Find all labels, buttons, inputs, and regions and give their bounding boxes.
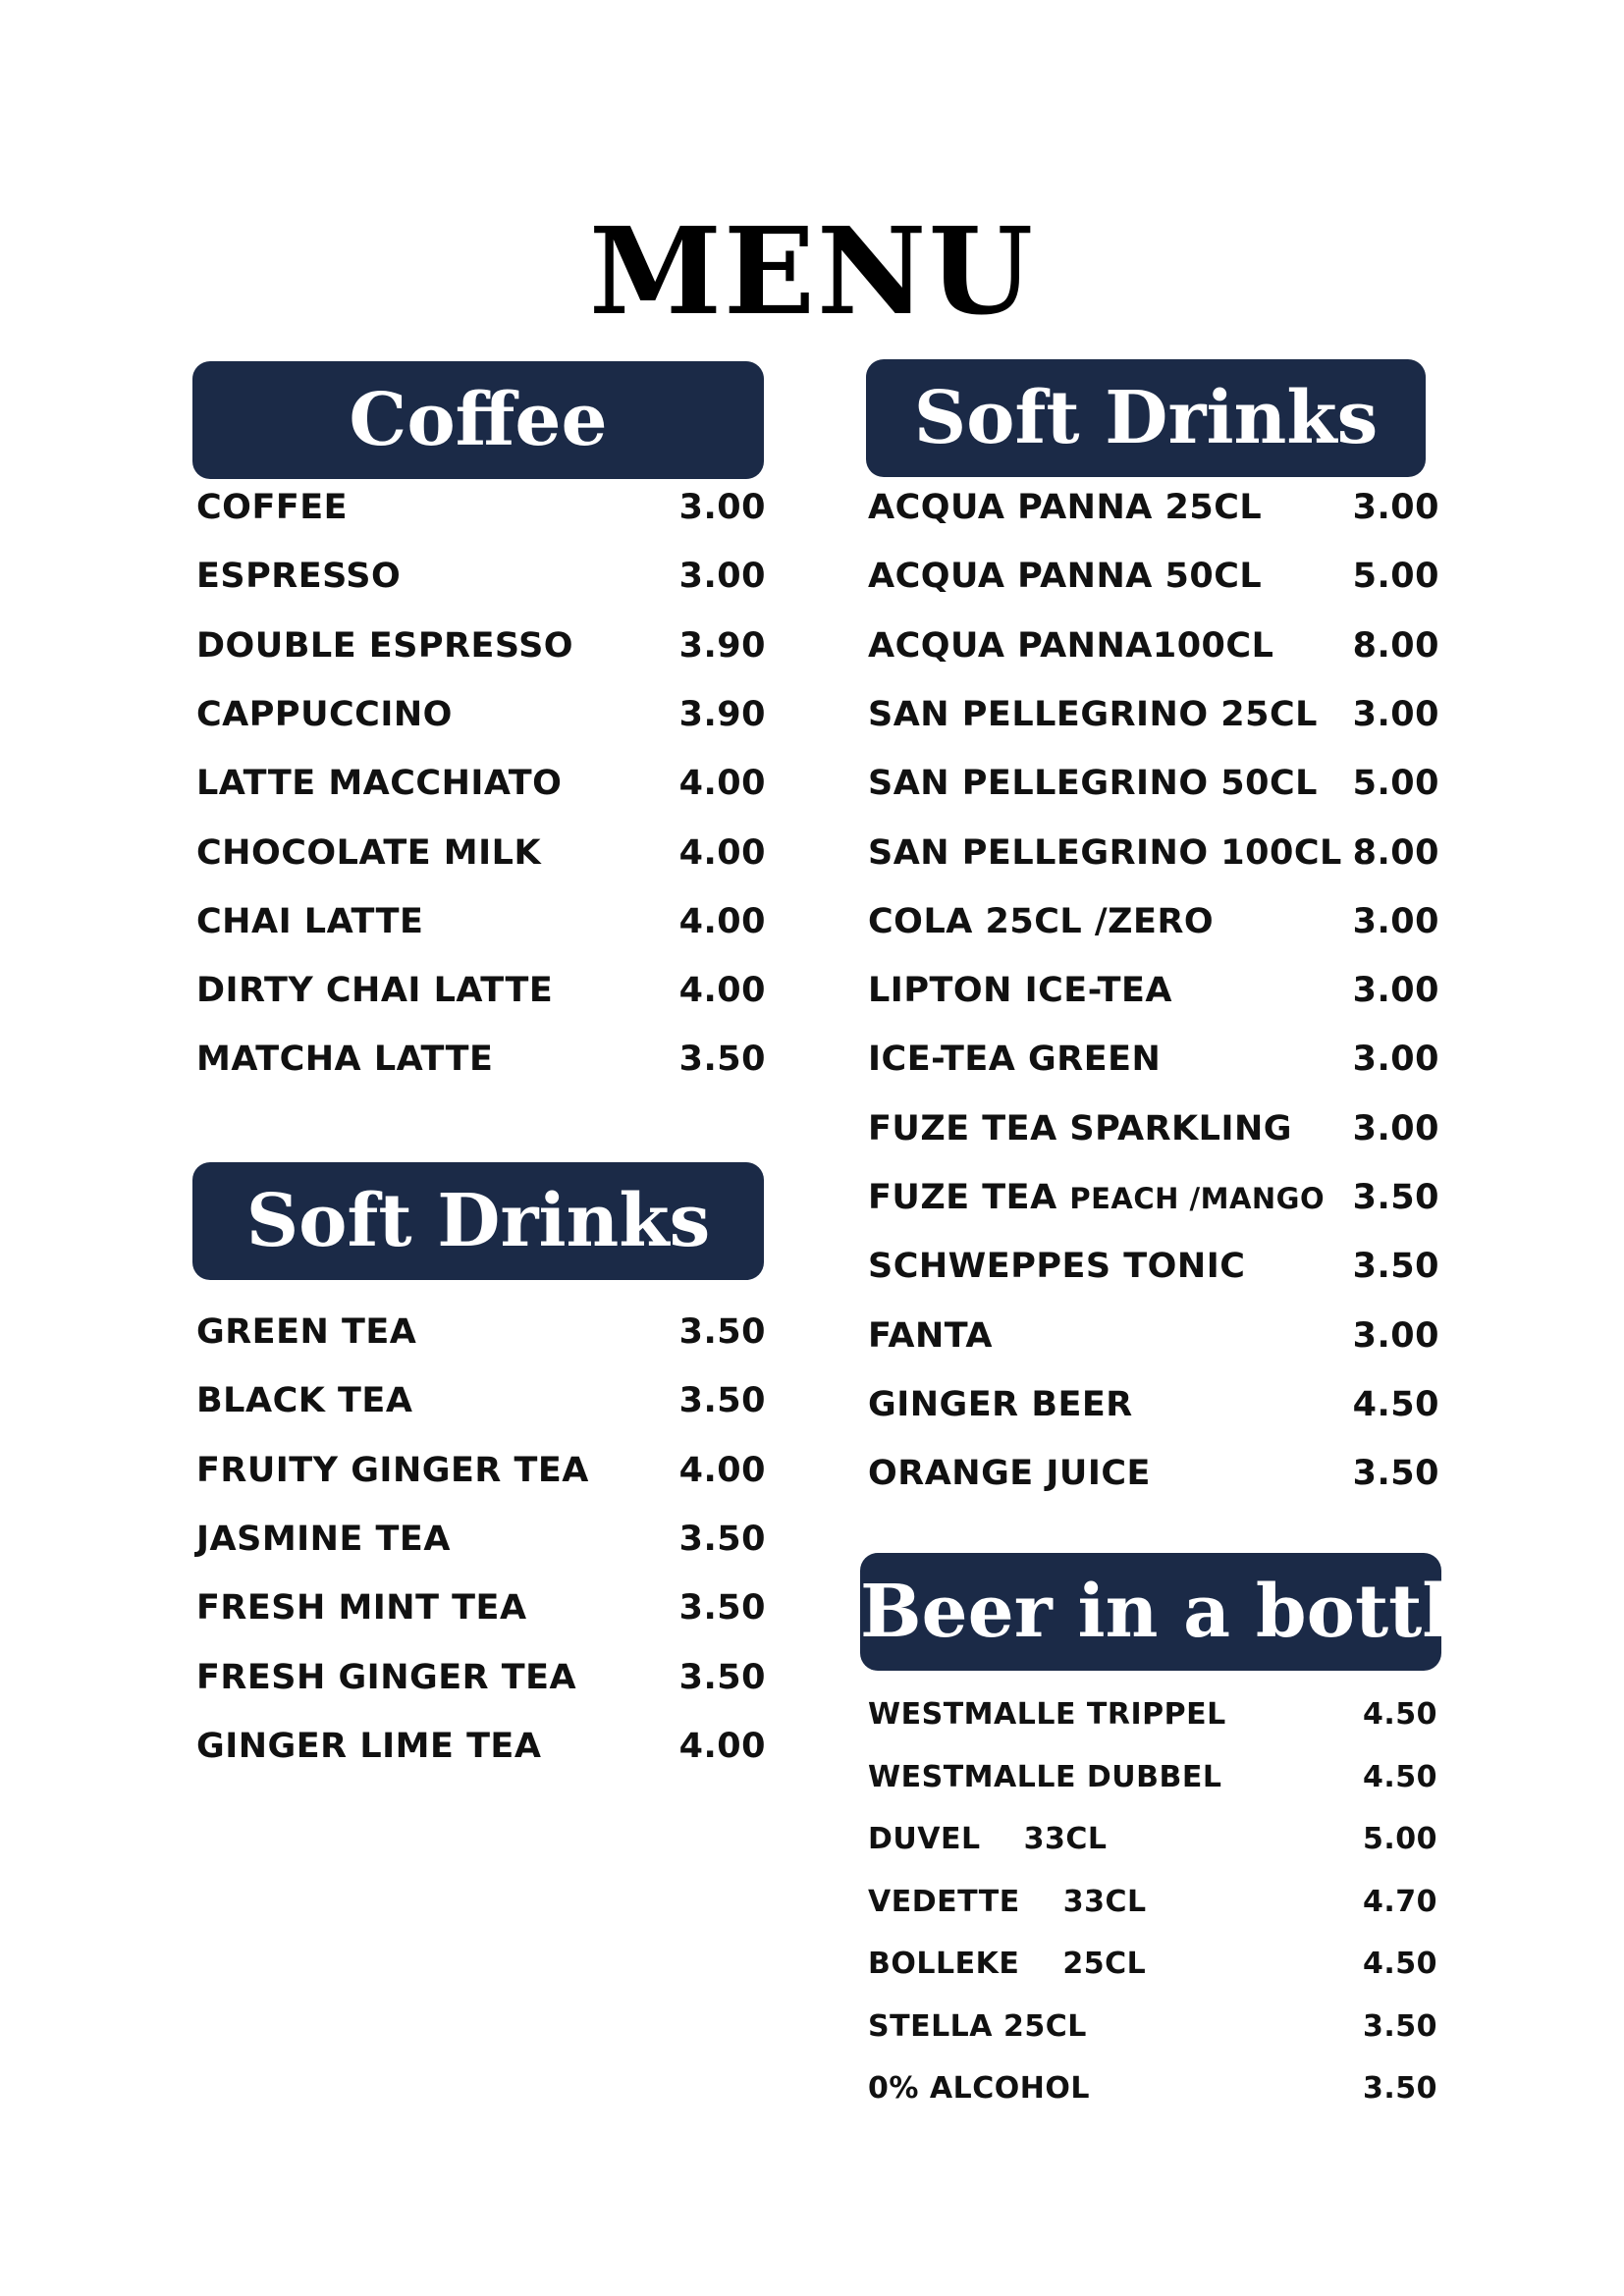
menu-item-row [868,554,1439,599]
menu-item-row [196,1448,766,1493]
menu-item-name-text: STELLA 25CL [868,2008,1087,2044]
menu-item-price: 3.00 [1352,1108,1439,1148]
menu-item-name-text: GINGER BEER [868,1384,1133,1424]
menu-item-name-text: SAN PELLEGRINO 25CL [868,694,1318,734]
menu-item-name-text: GREEN TEA [196,1312,417,1352]
menu-item-name-detail: PEACH /MANGO [1069,1182,1326,1215]
menu-item-name [868,1755,1222,1800]
menu-item-row [868,1942,1437,1987]
menu-item-price: 4.50 [1362,1759,1437,1794]
menu-item-name-text: DOUBLE ESPRESSO [196,625,574,666]
menu-item-name [868,1382,1133,1427]
menu-item-name-text: ACQUA PANNA100CL [868,625,1274,666]
menu-item-name [868,1106,1292,1151]
menu-item-name [868,2004,1087,2050]
beer-section-title: Beer in a bottle [860,1570,1496,1654]
menu-item-row [196,1309,766,1355]
menu-item-row [868,485,1439,530]
menu-item-name-text: ICE-TEA GREEN [868,1040,1162,1080]
menu-item-name-text: FRUITY GINGER TEA [196,1450,589,1490]
menu-item-name [868,1313,993,1359]
menu-item-name-text: CAPPUCCINO [196,694,453,734]
menu-item-price: 3.50 [678,1040,766,1080]
menu-item-name [196,899,423,944]
menu-item-price: 4.00 [678,901,766,941]
menu-item-name [868,1037,1161,1082]
menu-item-name-text: DIRTY CHAI LATTE [196,971,554,1011]
menu-item-row [196,554,766,599]
menu-item-price: 3.00 [1352,488,1439,527]
menu-item-row [868,1106,1439,1151]
menu-item-row [196,692,766,737]
tea-section-header [192,1162,764,1280]
menu-item-name-text: ACQUA PANNA 25CL [868,488,1263,527]
menu-item-row [196,1378,766,1423]
menu-item-name-text: BOLLEKE [868,1947,1020,1981]
menu-item-price: 4.50 [1362,1697,1437,1732]
beer-section-header [860,1553,1496,1671]
menu-item-price: 8.00 [1352,625,1439,666]
menu-item-row [196,830,766,876]
menu-item-name-text: CHAI LATTE [196,901,424,941]
menu-item-row [196,761,766,806]
menu-item-name-text: WESTMALLE DUBBEL [868,1759,1222,1794]
coffee-section-title: Coffee [349,378,608,462]
menu-item-price: 3.50 [1352,1454,1439,1494]
coffee-section-header [192,361,764,479]
menu-item-price: 4.00 [678,971,766,1011]
menu-item-name-text: ORANGE JUICE [868,1454,1151,1494]
menu-item-name-text: CHOCOLATE MILK [196,832,542,873]
menu-item-price: 4.00 [678,1726,766,1766]
menu-item-price: 3.50 [1352,1247,1439,1287]
menu-item-row [868,692,1439,737]
menu-item-name [196,554,401,599]
soft-drinks-section-header [866,359,1426,477]
menu-item-name [196,1655,576,1700]
menu-item-name-text: BLACK TEA [196,1381,413,1421]
menu-item-name [868,1244,1245,1289]
menu-item-name [868,692,1318,737]
menu-item-name-text: SCHWEPPES TONIC [868,1247,1246,1287]
menu-item-name [868,1175,1325,1221]
menu-item-price: 3.50 [678,1312,766,1352]
menu-item-row [868,899,1439,944]
menu-item-row [868,1451,1439,1496]
menu-item-row [868,1175,1439,1220]
menu-item-row [868,1382,1439,1427]
menu-item-name-text: JASMINE TEA [196,1519,451,1559]
menu-item-name [868,1880,1147,1925]
menu-item-name [196,761,562,806]
menu-item-row [196,485,766,530]
menu-item-name-text: 0% ALCOHOL [868,2071,1090,2106]
menu-item-row [196,1655,766,1700]
menu-item-name [196,1037,493,1082]
menu-item-row [868,761,1439,806]
menu-item-name-text: SAN PELLEGRINO 100CL [868,832,1342,873]
menu-item-name-text: ESPRESSO [196,557,402,597]
menu-title: MENU [589,200,1035,342]
menu-item-name-text: WESTMALLE TRIPPEL [868,1697,1226,1732]
menu-item-name [196,1448,589,1493]
menu-item-size: 33CL [1062,1884,1147,1919]
menu-item-name [868,830,1342,876]
menu-item-price: 3.50 [678,1588,766,1629]
menu-item-row [868,2004,1437,2050]
menu-item-name [868,761,1318,806]
menu-item-price: 4.00 [678,832,766,873]
menu-item-price: 5.00 [1352,557,1439,597]
menu-item-price: 3.00 [1352,971,1439,1011]
menu-item-price: 3.50 [678,1657,766,1697]
menu-item-size: 25CL [1062,1947,1147,1981]
menu-item-name [196,692,453,737]
menu-item-row [868,1880,1437,1925]
menu-item-price: 5.00 [1362,1822,1437,1856]
menu-item-name [868,899,1214,944]
menu-item-name-text: COLA 25CL /ZERO [868,901,1215,941]
menu-item-name-text: LIPTON ICE-TEA [868,971,1172,1011]
menu-item-name [196,1517,451,1562]
soft-drinks-section-title: Soft Drinks [913,376,1379,460]
menu-item-price: 4.50 [1352,1384,1439,1424]
menu-item-price: 3.00 [1352,694,1439,734]
menu-item-name-text: ACQUA PANNA 50CL [868,557,1263,597]
menu-item-price: 3.50 [1362,2071,1437,2106]
menu-item-name [868,968,1172,1013]
menu-item-row [196,899,766,944]
menu-item-name-text: COFFEE [196,488,349,527]
menu-item-row [868,1037,1439,1082]
menu-item-name [868,485,1262,530]
menu-item-row [868,2066,1437,2111]
menu-item-name [868,1451,1151,1496]
menu-item-row [196,1724,766,1769]
menu-item-row [196,1517,766,1562]
menu-item-name-text: FUZE TEA SPARKLING [868,1108,1293,1148]
menu-item-row [196,1585,766,1630]
menu-item-row [868,623,1439,668]
menu-item-name [868,1942,1146,1987]
menu-item-name [868,2066,1090,2111]
menu-item-row [868,1692,1437,1737]
menu-item-name [868,1817,1107,1862]
menu-item-price: 3.00 [1352,1040,1439,1080]
menu-item-price: 3.90 [678,625,766,666]
menu-item-name-text: FUZE TEA [868,1178,1057,1217]
menu-item-price: 5.00 [1352,764,1439,804]
menu-item-name-text: LATTE MACCHIATO [196,764,563,804]
menu-item-row [868,1817,1437,1862]
menu-item-price: 3.00 [678,557,766,597]
menu-item-row [868,830,1439,876]
menu-item-name-text: FRESH MINT TEA [196,1588,527,1629]
menu-item-row [868,1755,1437,1800]
menu-item-name [868,554,1262,599]
menu-item-name [196,485,348,530]
menu-item-row [868,1313,1439,1359]
menu-item-price: 3.90 [678,694,766,734]
menu-item-price: 3.00 [678,488,766,527]
menu-item-name [196,968,553,1013]
menu-item-price: 3.00 [1352,1315,1439,1356]
menu-item-name-text: VEDETTE [868,1884,1020,1919]
menu-item-name [196,623,573,668]
menu-item-name [196,1378,412,1423]
menu-item-name-text: DUVEL [868,1822,981,1856]
menu-item-name [196,1585,527,1630]
menu-item-name [196,1724,541,1769]
menu-item-price: 4.50 [1362,1947,1437,1981]
menu-item-name [196,1309,416,1355]
tea-section-title: Soft Drinks [245,1179,711,1263]
menu-item-price: 4.00 [678,1450,766,1490]
menu-item-name-text: MATCHA LATTE [196,1040,494,1080]
menu-item-name-text: FRESH GINGER TEA [196,1657,577,1697]
menu-item-price: 3.00 [1352,901,1439,941]
menu-item-name-text: SAN PELLEGRINO 50CL [868,764,1318,804]
menu-item-price: 3.50 [678,1381,766,1421]
menu-item-name [196,830,541,876]
menu-item-price: 3.50 [678,1519,766,1559]
menu-item-size: 33CL [1023,1822,1108,1856]
menu-item-row [196,968,766,1013]
menu-item-price: 3.50 [1362,2008,1437,2044]
menu-item-price: 4.00 [678,764,766,804]
menu-item-name-text: GINGER LIME TEA [196,1726,542,1766]
menu-item-name [868,623,1273,668]
menu-item-price: 8.00 [1352,832,1439,873]
menu-item-row [196,623,766,668]
menu-item-row [868,968,1439,1013]
menu-item-price: 3.50 [1352,1178,1439,1217]
menu-item-name-text: FANTA [868,1315,994,1356]
menu-item-row [868,1244,1439,1289]
menu-item-name [868,1692,1226,1737]
menu-item-price: 4.70 [1362,1884,1437,1919]
menu-item-row [196,1037,766,1082]
